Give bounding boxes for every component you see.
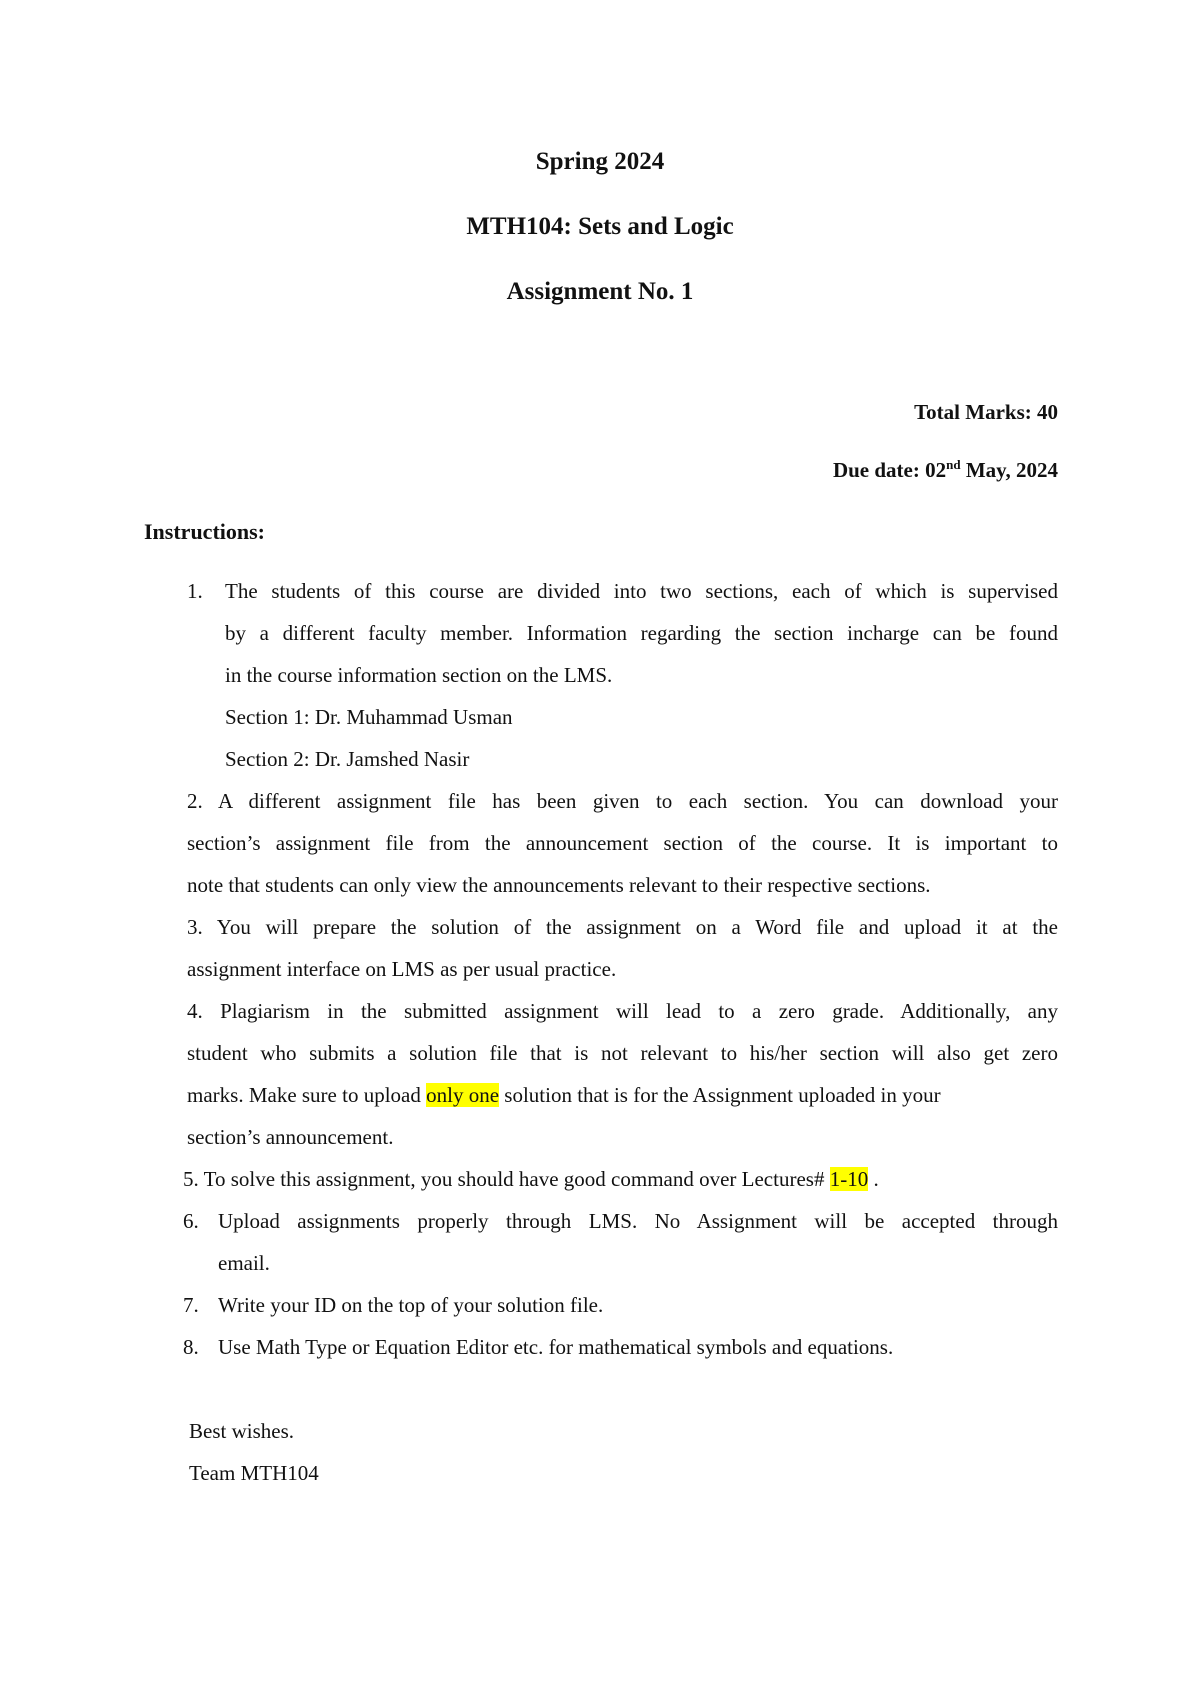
item6-number: 6.	[183, 1209, 199, 1233]
item4-line1: 4. Plagiarism in the submitted assignment will lead to a zero grade. Additionally, any	[187, 999, 1058, 1023]
item5-line	[183, 1165, 879, 1193]
instructions-heading: Instructions:	[144, 519, 266, 544]
item3-line1: 3. You will prepare the solution of the assignment on a Word file and upload it at the	[187, 915, 1058, 939]
item1-line3: in the course information section on the LMS.	[225, 663, 613, 687]
item4-line2: student who submits a solution file that is not relevant to his/her section will also get zero	[187, 1041, 1058, 1065]
item6-line2: email.	[218, 1251, 270, 1275]
due-date-suffix: May, 2024	[960, 458, 1058, 482]
item4-highlight: only one	[426, 1083, 500, 1107]
item8-number: 8.	[183, 1335, 199, 1359]
due-date	[833, 457, 1058, 483]
item5-post: .	[868, 1167, 879, 1191]
item1-line1: The students of this course are divided into two sections, each of which is supervised	[225, 579, 1058, 603]
item2-line3: note that students can only view the announcements relevant to their respective sections.	[187, 873, 931, 897]
item4-line3-pre: marks. Make sure to upload	[187, 1083, 427, 1107]
assignment-title: Assignment No. 1	[506, 278, 694, 305]
item3-line2: assignment interface on LMS as per usual practice.	[187, 957, 617, 981]
item2-line1: 2. A different assignment file has been given to each section. You can download your	[187, 789, 1058, 813]
item1-line2: by a different faculty member. Information regarding the section incharge can be found	[225, 621, 1058, 645]
item2-line2: section’s assignment file from the announcement section of the course. It is important to	[187, 831, 1058, 855]
term-title: Spring 2024	[535, 148, 665, 175]
item6-line1: Upload assignments properly through LMS. No Assignment will be accepted through	[218, 1209, 1058, 1233]
item7-number: 7.	[183, 1293, 199, 1317]
item1-number: 1.	[187, 579, 203, 603]
section1-instructor: Section 1: Dr. Muhammad Usman	[225, 705, 513, 729]
section2-instructor: Section 2: Dr. Jamshed Nasir	[225, 747, 470, 771]
item8-text: Use Math Type or Equation Editor etc. for mathematical symbols and equations.	[218, 1335, 894, 1359]
item4-line3-post: solution that is for the Assignment uploaded in your	[499, 1083, 941, 1107]
item4-line3	[187, 1081, 941, 1109]
due-date-prefix: Due date: 02	[832, 458, 947, 482]
total-marks: Total Marks: 40	[914, 400, 1058, 424]
item4-line4: section’s announcement.	[187, 1125, 394, 1149]
closing-wishes: Best wishes.	[189, 1419, 294, 1443]
item5-highlight: 1-10	[829, 1167, 869, 1191]
item5-pre: 5. To solve this assignment, you should have good command over Lectures#	[183, 1167, 830, 1191]
due-date-sup: nd	[946, 457, 961, 472]
closing-team: Team MTH104	[189, 1461, 319, 1485]
item7-text: Write your ID on the top of your solution file.	[218, 1293, 604, 1317]
course-title: MTH104: Sets and Logic	[466, 213, 734, 240]
